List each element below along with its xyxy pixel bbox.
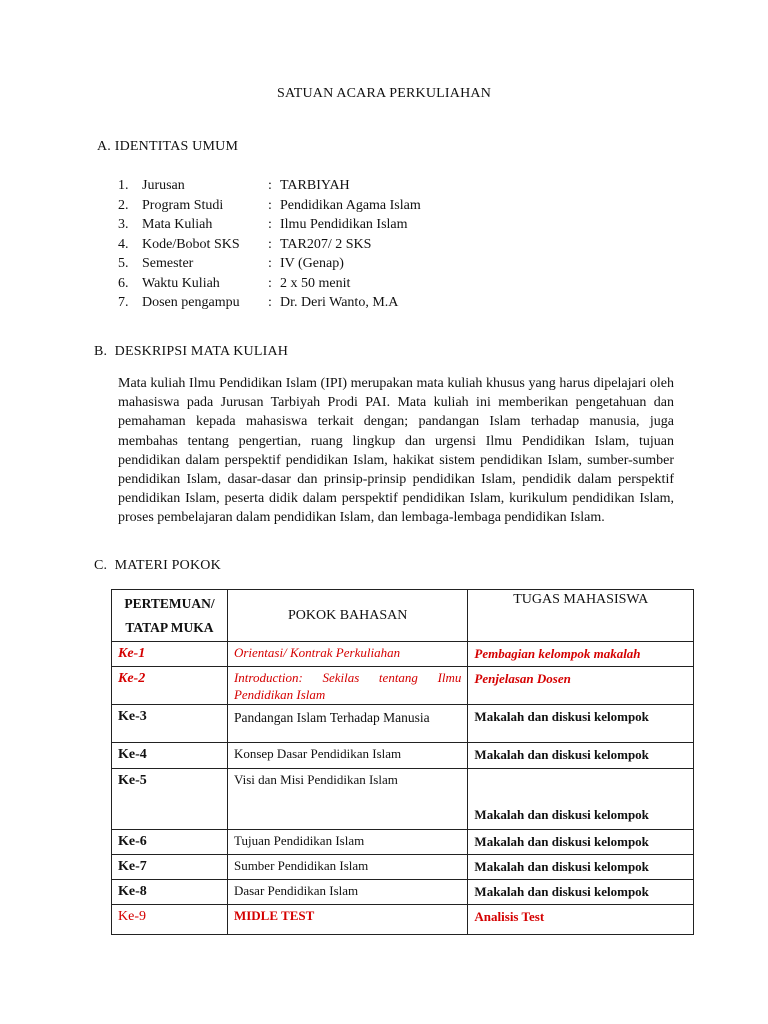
item-label: Semester (142, 256, 194, 271)
meeting-cell: Ke-5 (112, 769, 228, 830)
item-value: TAR207/ 2 SKS (280, 236, 372, 252)
item-colon: : (268, 236, 272, 252)
materials-table (111, 589, 694, 935)
item-colon: : (268, 178, 272, 193)
table-row (112, 705, 694, 743)
section-c-heading: C. MATERI POKOK (94, 558, 221, 573)
item-number: 6. (118, 275, 129, 291)
table-row (112, 642, 694, 667)
item-value: Dr. Deri Wanto, M.A (280, 295, 399, 310)
item-colon: : (268, 256, 272, 271)
item-value: 2 x 50 menit (280, 275, 351, 291)
task-cell: Makalah dan diskusi kelompok (468, 705, 694, 743)
item-number: 3. (118, 217, 129, 232)
item-value: Pendidikan Agama Islam (280, 197, 421, 213)
topic-cell: MIDLE TEST (227, 905, 467, 935)
meeting-cell: Ke-4 (112, 743, 228, 769)
item-number: 2. (118, 197, 129, 213)
table-row (112, 743, 694, 769)
item-colon: : (268, 197, 272, 213)
item-value: TARBIYAH (280, 178, 350, 193)
item-value: IV (Genap) (280, 256, 344, 271)
header-meeting-line1: PERTEMUAN/ (124, 596, 215, 611)
topic-cell: Introduction: Sekilas tentang Ilmu Pendidikan Islam (227, 667, 467, 705)
table-row (112, 667, 694, 705)
table-row (112, 855, 694, 880)
meeting-cell: Ke-2 (112, 667, 228, 705)
topic-cell: Orientasi/ Kontrak Perkuliahan (227, 642, 467, 667)
section-b-heading: B. DESKRIPSI MATA KULIAH (94, 344, 289, 359)
meeting-cell: Ke-8 (112, 880, 228, 905)
item-label: Dosen pengampu (142, 295, 240, 310)
item-label: Kode/Bobot SKS (142, 236, 240, 252)
header-meeting-line2: TATAP MUKA (125, 620, 214, 635)
table-row (112, 769, 694, 830)
item-number: 5. (118, 256, 129, 271)
section-a-heading: A. IDENTITAS UMUM (97, 139, 239, 154)
meeting-cell: Ke-7 (112, 855, 228, 880)
task-cell: Makalah dan diskusi kelompok (468, 769, 694, 830)
item-value: Ilmu Pendidikan Islam (280, 217, 408, 232)
header-task: TUGAS MAHASISWA (468, 590, 694, 642)
item-number: 7. (118, 295, 129, 310)
task-cell: Analisis Test (468, 905, 694, 935)
task-cell: Makalah dan diskusi kelompok (468, 743, 694, 769)
table-row (112, 830, 694, 855)
topic-cell: Pandangan Islam Terhadap Manusia (227, 705, 467, 743)
topic-cell: Dasar Pendidikan Islam (227, 880, 467, 905)
item-number: 1. (118, 178, 129, 193)
topic-cell: Konsep Dasar Pendidikan Islam (227, 743, 467, 769)
task-cell: Makalah dan diskusi kelompok (468, 880, 694, 905)
topic-cell: Tujuan Pendidikan Islam (227, 830, 467, 855)
table-row (112, 880, 694, 905)
item-colon: : (268, 217, 272, 232)
table-header-row (112, 590, 694, 642)
page-title: SATUAN ACARA PERKULIAHAN (276, 86, 492, 101)
task-cell: Pembagian kelompok makalah (468, 642, 694, 667)
item-label: Mata Kuliah (142, 217, 213, 232)
meeting-cell: Ke-1 (112, 642, 228, 667)
item-label: Jurusan (142, 178, 185, 193)
task-cell: Makalah dan diskusi kelompok (468, 830, 694, 855)
course-description: Mata kuliah Ilmu Pendidikan Islam (IPI) merupakan mata kuliah khusus yang harus dipelajari oleh mahasiswa pada Jurusan Tarbiyah Prodi PAI. Mata kuliah ini memberikan pengetahuan dan pemahaman kepada mahasiswa terkait dengan; pandangan Islam terhadap manusia, juga membahas tentang pengertian, ruang lingkup dan urgensi Ilmu Pendidikan Islam, tujuan pendidikan dalam perspektif pendidikan Islam, hakikat sistem pendidikan Islam, sumber-sumber pendidikan Islam, dasar-dasar dan prinsip-prinsip pendidikan Islam, pendidik dalam perspektif pendidikan Islam, peserta didik dalam perspektif pendidikan Islam, kurikulum pendidikan Islam, proses pembelajaran dalam pendidikan Islam, dan lembaga-lembaga pendidikan Islam. (118, 376, 674, 526)
header-meeting (112, 590, 228, 642)
task-cell: Makalah dan diskusi kelompok (468, 855, 694, 880)
meeting-cell: Ke-9 (112, 905, 228, 935)
header-topic: POKOK BAHASAN (227, 590, 467, 642)
task-cell: Penjelasan Dosen (468, 667, 694, 705)
meeting-cell: Ke-6 (112, 830, 228, 855)
meeting-cell: Ke-3 (112, 705, 228, 743)
item-label: Program Studi (142, 197, 224, 213)
item-number: 4. (118, 236, 129, 252)
item-colon: : (268, 295, 272, 310)
table-row (112, 905, 694, 935)
topic-cell: Sumber Pendidikan Islam (227, 855, 467, 880)
item-colon: : (268, 275, 272, 291)
item-label: Waktu Kuliah (142, 275, 220, 291)
topic-cell: Visi dan Misi Pendidikan Islam (227, 769, 467, 830)
